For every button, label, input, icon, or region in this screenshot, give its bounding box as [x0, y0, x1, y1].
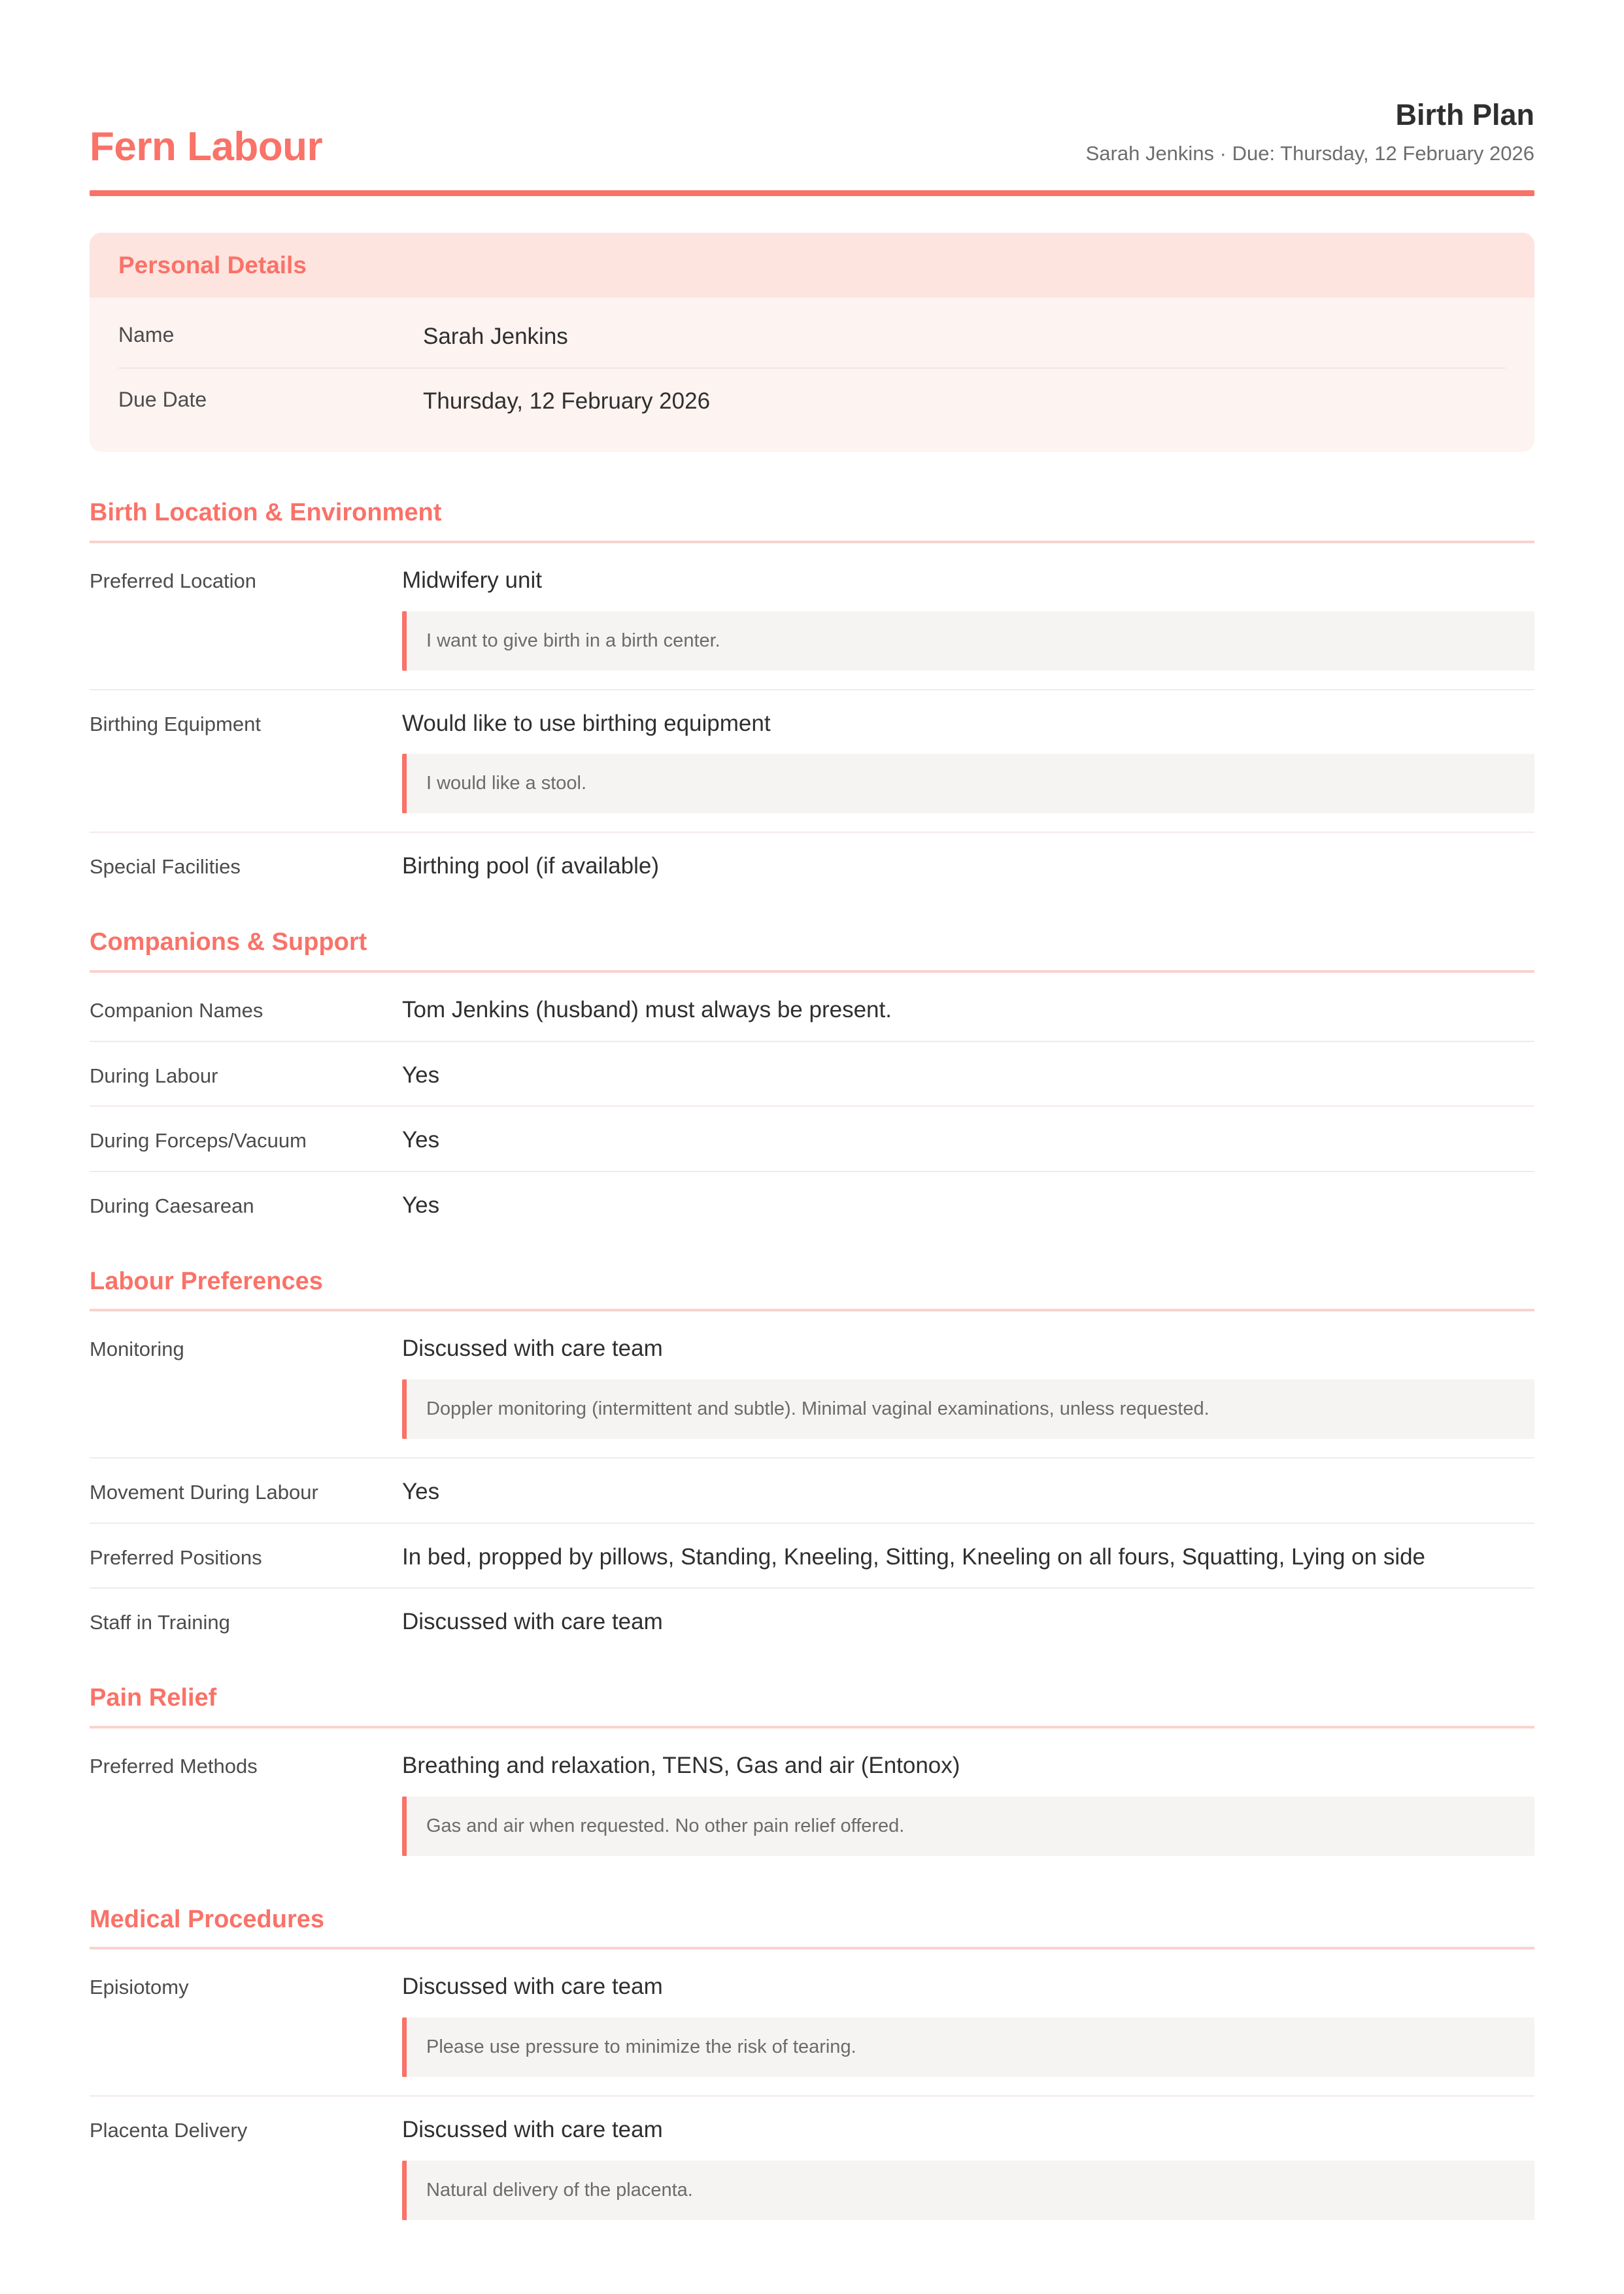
row-main — [90, 1970, 1534, 2003]
table-row — [90, 547, 1534, 690]
section-title: Medical Procedures — [90, 1905, 325, 1933]
row-label: Preferred Methods — [90, 1754, 258, 1778]
section-divider — [90, 1726, 1534, 1729]
table-row — [118, 304, 1506, 369]
section-divider — [90, 1947, 1534, 1949]
row-value: Midwifery unit — [402, 567, 542, 593]
section — [90, 1268, 1534, 1653]
row-note: Gas and air when requested. No other pain relief offered. — [402, 1796, 1534, 1856]
section-divider — [90, 541, 1534, 543]
table-row — [90, 1315, 1534, 1459]
section-title: Birth Location & Environment — [90, 499, 442, 527]
row-label: During Caesarean — [90, 1194, 254, 1217]
row-main — [90, 1332, 1534, 1365]
row-label: Monitoring — [90, 1338, 184, 1361]
row-value: Discussed with care team — [402, 1336, 663, 1362]
row-main — [90, 1189, 1534, 1222]
row-label: Special Facilities — [90, 855, 241, 879]
table-row — [90, 977, 1534, 1042]
row-label: Due Date — [118, 387, 207, 411]
row-label: Preferred Positions — [90, 1545, 262, 1569]
row-value: Birthing pool (if available) — [402, 853, 659, 879]
row-main — [90, 564, 1534, 597]
section-divider — [90, 1309, 1534, 1311]
table-row — [90, 2097, 1534, 2238]
row-main — [90, 1124, 1534, 1156]
section-title: Companions & Support — [90, 928, 367, 956]
row-main — [90, 1606, 1534, 1638]
row-value: Yes — [402, 1192, 440, 1218]
row-main — [90, 1541, 1534, 1574]
row-value: Discussed with care team — [402, 1609, 663, 1635]
section — [90, 928, 1534, 1236]
row-value: Yes — [402, 1127, 440, 1153]
row-main — [90, 707, 1534, 740]
row-label: Preferred Location — [90, 569, 257, 592]
row-main — [90, 1059, 1534, 1092]
section — [90, 499, 1534, 897]
row-label: During Forceps/Vacuum — [90, 1129, 307, 1153]
row-main — [90, 2114, 1534, 2146]
header-meta — [1086, 98, 1534, 168]
row-value: Discussed with care team — [402, 1974, 663, 2000]
row-value: Discussed with care team — [402, 2117, 663, 2143]
header-divider — [90, 190, 1534, 196]
table-row — [90, 1524, 1534, 1589]
row-main — [90, 994, 1534, 1026]
row-label: Companion Names — [90, 998, 263, 1022]
document-title: Birth Plan — [1395, 98, 1534, 131]
table-row — [90, 1042, 1534, 1107]
section — [90, 1906, 1534, 2238]
row-note: I would like a stool. — [402, 754, 1534, 813]
row-label: Movement During Labour — [90, 1481, 318, 1504]
table-row — [90, 1172, 1534, 1236]
personal-details-card — [90, 233, 1534, 452]
brand-title: Fern Labour — [90, 124, 323, 169]
row-main — [90, 850, 1534, 883]
table-row — [90, 1589, 1534, 1653]
row-value: Yes — [402, 1479, 440, 1505]
row-label: During Labour — [90, 1064, 218, 1087]
personal-details-header — [90, 233, 1534, 297]
table-row — [90, 1732, 1534, 1874]
row-value: Sarah Jenkins — [423, 323, 568, 349]
table-row — [118, 369, 1506, 432]
table-row — [90, 1459, 1534, 1524]
section — [90, 1684, 1534, 1874]
section-title: Pain Relief — [90, 1684, 217, 1712]
table-row — [90, 1953, 1534, 2097]
row-value: Would like to use birthing equipment — [402, 710, 771, 736]
row-main — [90, 1749, 1534, 1782]
row-value: Tom Jenkins (husband) must always be present. — [402, 996, 892, 1022]
row-label: Birthing Equipment — [90, 712, 261, 735]
row-note: Please use pressure to minimize the risk of tearing. — [402, 2017, 1534, 2077]
row-value: Breathing and relaxation, TENS, Gas and air (Entonox) — [402, 1752, 960, 1778]
row-value: Yes — [402, 1062, 440, 1088]
row-label: Episiotomy — [90, 1976, 189, 1999]
row-main — [90, 1476, 1534, 1508]
row-note: I want to give birth in a birth center. — [402, 611, 1534, 671]
personal-details-title: Personal Details — [118, 251, 307, 278]
personal-details-body — [90, 297, 1534, 452]
row-value: In bed, propped by pillows, Standing, Kneeling, Sitting, Kneeling on all fours, Squatting, Lying on side — [402, 1543, 1426, 1570]
table-row — [90, 690, 1534, 834]
row-label: Name — [118, 322, 175, 346]
table-row — [90, 1107, 1534, 1172]
section-title: Labour Preferences — [90, 1267, 323, 1295]
row-label: Staff in Training — [90, 1611, 230, 1634]
sections-container — [90, 499, 1534, 2238]
document-header — [90, 98, 1534, 190]
document-subtitle: Sarah Jenkins · Due: Thursday, 12 February 2026 — [1085, 141, 1534, 165]
row-label: Placenta Delivery — [90, 2119, 248, 2142]
row-value: Thursday, 12 February 2026 — [423, 388, 711, 414]
section-divider — [90, 970, 1534, 973]
row-note: Natural delivery of the placenta. — [402, 2161, 1534, 2220]
row-note: Doppler monitoring (intermittent and subtle). Minimal vaginal examinations, unless requested. — [402, 1379, 1534, 1439]
table-row — [90, 833, 1534, 897]
